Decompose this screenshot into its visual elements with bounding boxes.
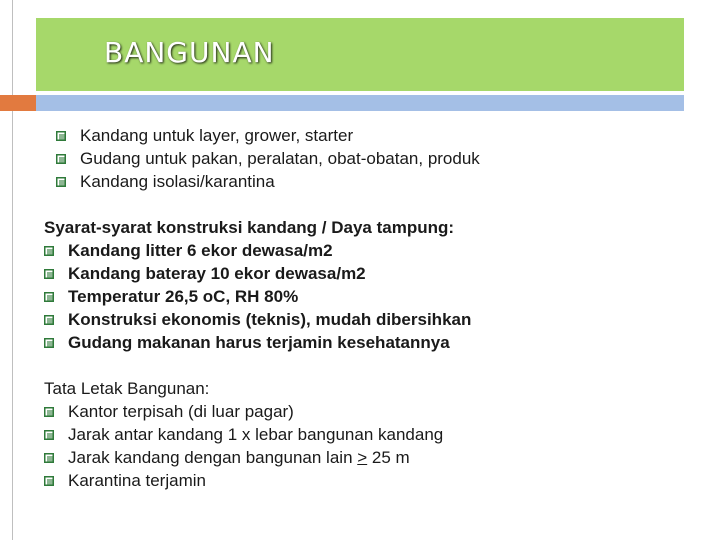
list-item-text: Jarak antar kandang 1 x lebar bangunan kandang — [68, 425, 444, 444]
list-item — [44, 262, 684, 285]
list-item-text: Kandang litter 6 ekor dewasa/m2 — [68, 241, 333, 260]
checkbox-square-icon — [44, 453, 54, 463]
checkbox-square-icon — [44, 476, 54, 486]
slide-content — [44, 124, 684, 492]
checkbox-square-icon — [44, 315, 54, 325]
list-item — [44, 239, 684, 262]
checkbox-square-icon — [44, 407, 54, 417]
checkbox-square-icon — [56, 177, 66, 187]
list-item — [44, 400, 684, 423]
list-item-text: Karantina terjamin — [68, 471, 206, 490]
list-item — [44, 446, 684, 469]
checkbox-square-icon — [44, 269, 54, 279]
list-item-text: Kantor terpisah (di luar pagar) — [68, 402, 294, 421]
slide-title: BANGUNAN — [104, 36, 275, 69]
list-item — [44, 331, 684, 354]
list-item — [44, 285, 684, 308]
list-item-text: Konstruksi ekonomis (teknis), mudah dibersihkan — [68, 310, 472, 329]
list-item-text-part: Jarak kandang dengan bangunan lain — [68, 448, 358, 467]
list-item-text: Gudang untuk pakan, peralatan, obat-obatan, produk — [80, 149, 480, 168]
list-item — [56, 170, 684, 193]
bullet-list — [44, 124, 684, 193]
list-item-text: Kandang untuk layer, grower, starter — [80, 126, 354, 145]
left-margin-rule — [12, 0, 13, 540]
checkbox-square-icon — [44, 430, 54, 440]
checkbox-square-icon — [44, 338, 54, 348]
list-item-text: Kandang bateray 10 ekor dewasa/m2 — [68, 264, 366, 283]
list-item-text-part: 25 m — [367, 448, 410, 467]
list-item-text: Temperatur 26,5 oC, RH 80% — [68, 287, 299, 306]
facility-types-group — [44, 124, 684, 193]
checkbox-square-icon — [56, 154, 66, 164]
accent-bar-blue — [36, 95, 684, 111]
section-heading: Tata Letak Bangunan: — [44, 379, 210, 398]
list-item — [56, 147, 684, 170]
list-item-text — [68, 446, 410, 469]
bullet-list — [44, 239, 684, 354]
section-heading: Syarat-syarat konstruksi kandang / Daya tampung: — [44, 218, 455, 237]
list-item — [56, 124, 684, 147]
checkbox-square-icon — [44, 292, 54, 302]
greater-than-symbol: > — [357, 448, 368, 467]
construction-requirements-group — [44, 216, 684, 354]
list-item-text: Gudang makanan harus terjamin kesehatannya — [68, 333, 450, 352]
checkbox-square-icon — [56, 131, 66, 141]
list-item — [44, 308, 684, 331]
checkbox-square-icon — [44, 246, 54, 256]
list-item — [44, 423, 684, 446]
list-item — [44, 469, 684, 492]
accent-bar-orange — [0, 95, 36, 111]
list-item-text: Kandang isolasi/karantina — [80, 172, 275, 191]
layout-group — [44, 377, 684, 492]
bullet-list — [44, 400, 684, 492]
